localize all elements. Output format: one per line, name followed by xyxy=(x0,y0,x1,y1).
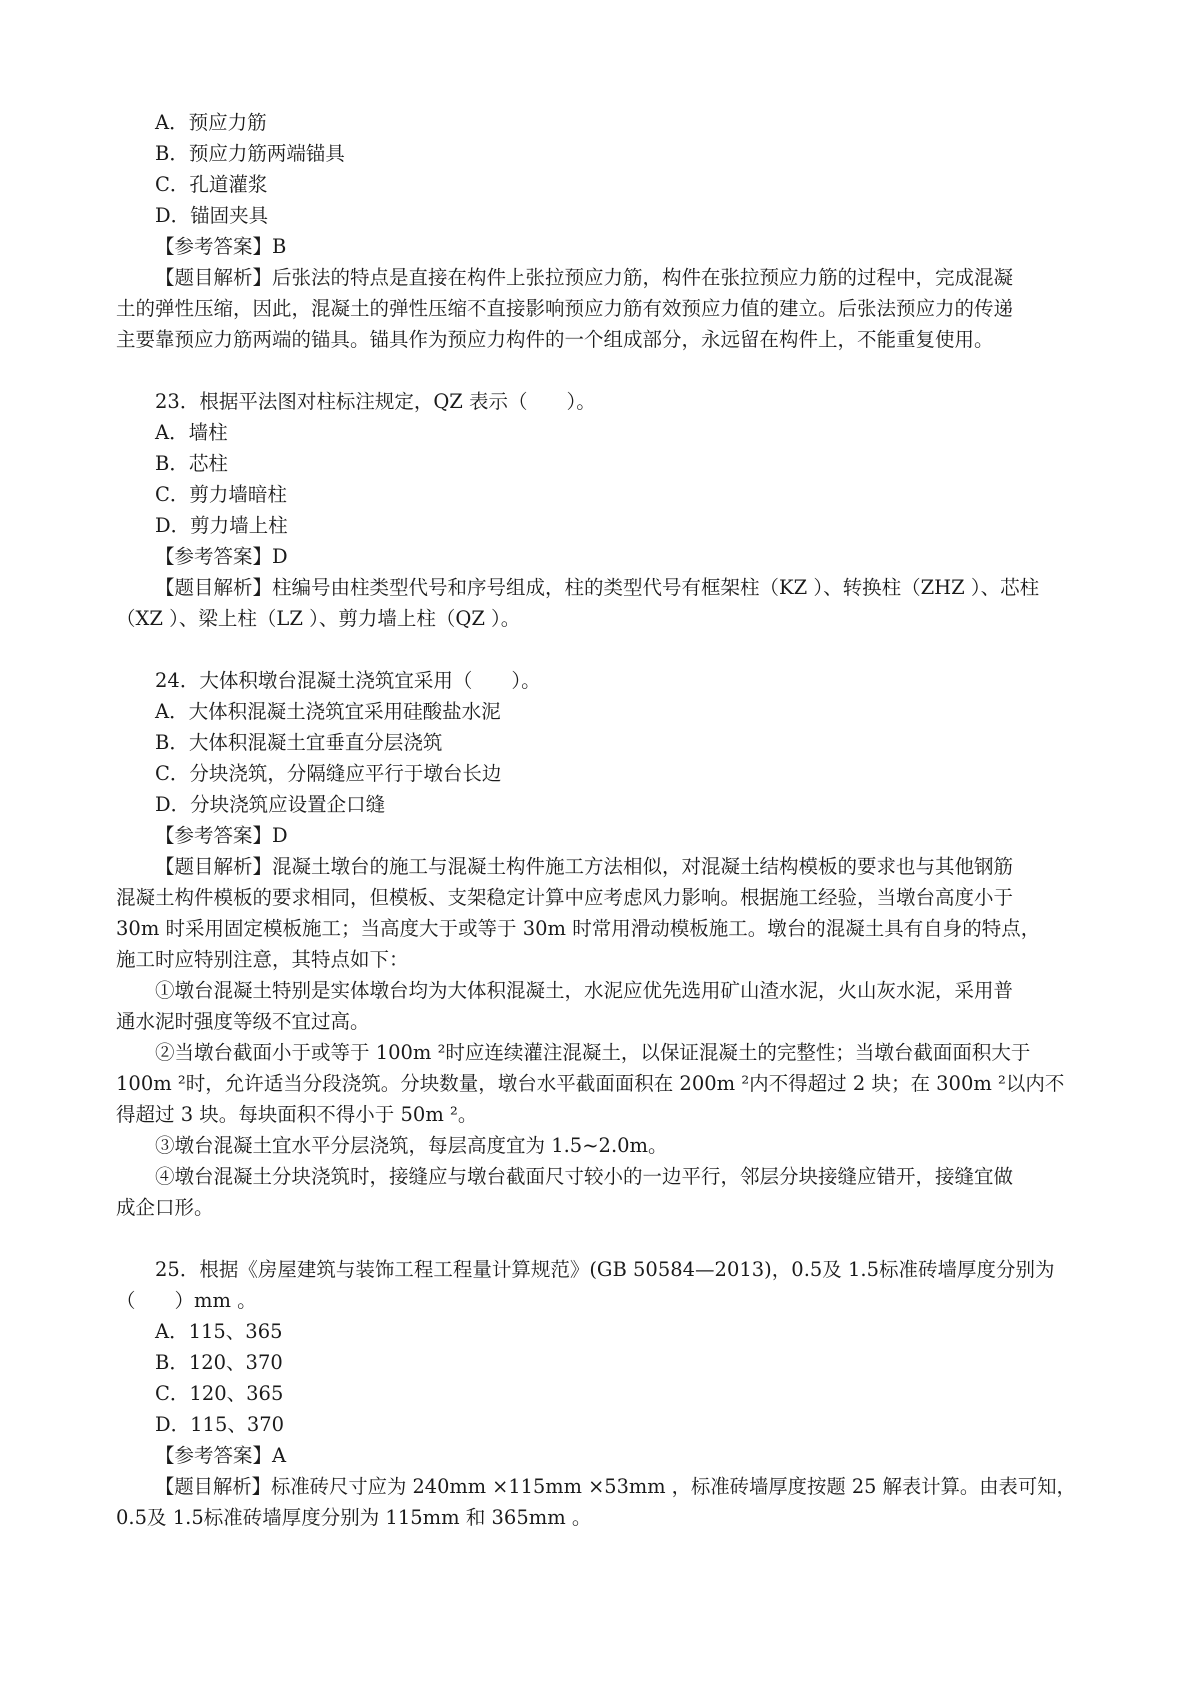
q24-analysis-line: 30m 时采用固定模板施工；当高度大于或等于 30m 时常用滑动模板施工。墩台的混凝土具有自身的特点， xyxy=(116,917,1041,940)
q24-point-3: ③墩台混凝土宜水平分层浇筑，每层高度宜为 1.5~2.0m。 xyxy=(155,1134,668,1157)
q23-analysis-line: 【题目解析】柱编号由柱类型代号和序号组成，柱的类型代号有框架柱（KZ ）、转换柱（ZHZ ）、芯柱 xyxy=(155,576,1040,599)
q25-option-a: A．115、365 xyxy=(155,1320,283,1343)
q24-point-1: ①墩台混凝土特别是实体墩台均为大体积混凝土，水泥应优先选用矿山渣水泥，火山灰水泥，采用普 xyxy=(155,979,1014,1002)
q22-analysis-line: 【题目解析】后张法的特点是直接在构件上张拉预应力筋，构件在张拉预应力筋的过程中，完成混凝 xyxy=(155,266,1014,289)
q24-option-d: D．分块浇筑应设置企口缝 xyxy=(155,793,386,816)
q22-option-b: B．预应力筋两端锚具 xyxy=(155,142,345,165)
spacer xyxy=(116,355,1076,386)
q23-question: 23．根据平法图对柱标注规定，QZ 表示（ ）。 xyxy=(155,390,596,413)
q24-point-4: ④墩台混凝土分块浇筑时，接缝应与墩台截面尺寸较小的一边平行，邻层分块接缝应错开，接缝宜做 xyxy=(155,1165,1014,1188)
q25-option-d: D．115、370 xyxy=(155,1413,285,1436)
q24-option-a: A．大体积混凝土浇筑宜采用硅酸盐水泥 xyxy=(155,700,501,723)
q22-option-a: A．预应力筋 xyxy=(155,111,267,134)
q22-option-d: D．锚固夹具 xyxy=(155,204,269,227)
q24-analysis-line: 【题目解析】混凝土墩台的施工与混凝土构件施工方法相似，对混凝土结构模板的要求也与其他钢筋 xyxy=(155,855,1014,878)
q25-question: 25．根据《房屋建筑与装饰工程工程量计算规范》(GB 50584—2013)，0.5及 1.5标准砖墙厚度分别为 xyxy=(155,1258,1055,1281)
q22-option-c: C．孔道灌浆 xyxy=(155,173,268,196)
q25-option-c: C．120、365 xyxy=(155,1382,284,1405)
q24-analysis-line: 施工时应特别注意，其特点如下： xyxy=(116,948,409,971)
q24-question: 24．大体积墩台混凝土浇筑宜采用（ ）。 xyxy=(155,669,541,692)
q24-option-b: B．大体积混凝土宜垂直分层浇筑 xyxy=(155,731,443,754)
q24-point-2: ②当墩台截面小于或等于 100m ²时应连续灌注混凝土，以保证混凝土的完整性；当墩台截面面积大于 xyxy=(155,1041,1031,1064)
q24-point-4-cont: 成企口形。 xyxy=(116,1196,214,1219)
q23-block xyxy=(116,386,1076,634)
q25-analysis-line: 0.5及 1.5标准砖墙厚度分别为 115mm 和 365mm 。 xyxy=(116,1506,592,1529)
q23-option-a: A．墙柱 xyxy=(155,421,228,444)
q23-option-d: D．剪力墙上柱 xyxy=(155,514,288,537)
q24-point-2-cont: 得超过 3 块。每块面积不得小于 50m ²。 xyxy=(116,1103,478,1126)
q22-analysis-line: 土的弹性压缩，因此，混凝土的弹性压缩不直接影响预应力筋有效预应力值的建立。后张法预应力的传递 xyxy=(116,297,1014,320)
q24-option-c: C．分块浇筑，分隔缝应平行于墩台长边 xyxy=(155,762,502,785)
q22-block xyxy=(116,107,1076,355)
q24-analysis-line: 混凝土构件模板的要求相同，但模板、支架稳定计算中应考虑风力影响。根据施工经验，当墩台高度小于 xyxy=(116,886,1014,909)
document-page xyxy=(116,107,1076,1533)
q23-option-b: B．芯柱 xyxy=(155,452,228,475)
q24-block xyxy=(116,665,1076,1223)
q25-block xyxy=(116,1254,1076,1533)
spacer xyxy=(116,1223,1076,1254)
q25-option-b: B．120、370 xyxy=(155,1351,283,1374)
q24-point-1-cont: 通水泥时强度等级不宜过高。 xyxy=(116,1010,370,1033)
q24-answer: 【参考答案】D xyxy=(155,824,288,847)
q25-answer: 【参考答案】A xyxy=(155,1444,287,1467)
q23-answer: 【参考答案】D xyxy=(155,545,288,568)
q24-point-2-cont: 100m ²时，允许适当分段浇筑。分块数量，墩台水平截面面积在 200m ²内不得超过 2 块；在 300m ²以内不 xyxy=(116,1072,1065,1095)
q25-question-cont: （ ）mm 。 xyxy=(116,1289,257,1312)
q22-analysis-line: 主要靠预应力筋两端的锚具。锚具作为预应力构件的一个组成部分，永远留在构件上，不能重复使用。 xyxy=(116,328,994,351)
q23-option-c: C．剪力墙暗柱 xyxy=(155,483,287,506)
q22-answer: 【参考答案】B xyxy=(155,235,287,258)
q25-analysis-line: 【题目解析】标准砖尺寸应为 240mm ×115mm ×53mm ，标准砖墙厚度按题 25 解表计算。由表可知， xyxy=(155,1475,1076,1498)
spacer xyxy=(116,634,1076,665)
q23-analysis-line: （XZ ）、梁上柱（LZ ）、剪力墙上柱（QZ ）。 xyxy=(116,607,521,630)
